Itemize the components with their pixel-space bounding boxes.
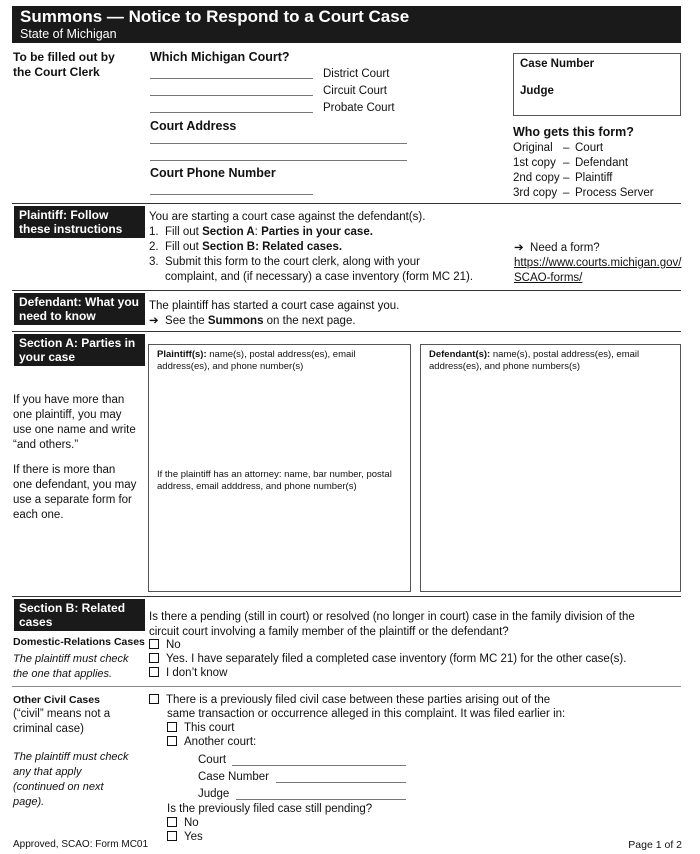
form-subtitle: State of Michigan bbox=[20, 27, 117, 41]
form-title: Summons — Notice to Respond to a Court Case bbox=[20, 7, 410, 26]
checkbox[interactable] bbox=[167, 831, 177, 841]
still-pending-question: Is the previously filed case still pending? bbox=[167, 803, 373, 815]
checkbox[interactable] bbox=[149, 639, 159, 649]
checkbox[interactable] bbox=[167, 722, 177, 732]
divider bbox=[12, 331, 681, 332]
district-court-line[interactable] bbox=[150, 78, 313, 79]
circuit-court-line[interactable] bbox=[150, 95, 313, 96]
defendant-box-heading: Defendant(s): name(s), postal address(es), email address(es), and phone numbers(s) bbox=[429, 349, 640, 372]
plaintiff-info-box[interactable] bbox=[148, 344, 411, 592]
court-address-line-1[interactable] bbox=[150, 143, 407, 144]
this-court-option[interactable]: This court bbox=[167, 721, 235, 736]
prior-case-number-label: Case Number bbox=[198, 771, 269, 783]
district-court-label: District Court bbox=[323, 68, 390, 80]
need-form-label: ➔ Need a form? bbox=[514, 242, 600, 254]
case-number-box[interactable] bbox=[513, 53, 681, 116]
plaintiff-section-label: Plaintiff: Follow these instructions bbox=[14, 206, 145, 238]
plaintiff-step-3-line-1: 3. Submit this form to the court clerk, along with your bbox=[149, 256, 421, 268]
probate-court-line[interactable] bbox=[150, 112, 313, 113]
domestic-option-yes[interactable]: Yes. I have separately filed a completed case inventory (form MC 21) for the other case(s). bbox=[149, 652, 626, 667]
section-a-label: Section A: Parties in your case bbox=[14, 334, 145, 366]
circuit-court-label: Circuit Court bbox=[323, 85, 387, 97]
title-bar bbox=[12, 6, 681, 43]
case-number-label: Case Number bbox=[520, 58, 595, 70]
divider bbox=[12, 686, 681, 687]
other-civil-cases-sub: (“civil” means not a criminal case) bbox=[13, 708, 111, 735]
judge-label: Judge bbox=[520, 85, 554, 97]
defendant-section-label: Defendant: What you need to know bbox=[14, 293, 145, 325]
pending-no-option[interactable]: No bbox=[167, 816, 199, 831]
other-civil-cases-title: Other Civil Cases bbox=[13, 694, 100, 706]
who-gets-title: Who gets this form? bbox=[513, 125, 634, 139]
civil-option-previous-case[interactable]: There is a previously filed civil case between these parties arising out of the bbox=[149, 693, 550, 708]
section-a-help-plaintiffs: If you have more than one plaintiff, you may use one name and write “and others.” bbox=[13, 394, 136, 451]
scao-forms-link[interactable]: https://www.courts.michigan.gov/ SCAO-forms/ bbox=[514, 257, 682, 284]
who-gets-row: Original – Court bbox=[513, 142, 604, 154]
plaintiff-box-heading: Plaintiff(s): name(s), postal address(es), email address(es), and phone number(s) bbox=[157, 349, 356, 372]
attorney-info-heading: If the plaintiff has an attorney: name, bar number, postal address, email adddress, and phone number(s) bbox=[157, 469, 392, 492]
checkbox[interactable] bbox=[149, 667, 159, 677]
domestic-relations-title: Domestic-Relations Cases bbox=[13, 636, 145, 648]
plaintiff-step-3-line-2: complaint, and (if necessary) a case inventory (form MC 21). bbox=[165, 271, 474, 283]
clerk-label: To be filled out by the Court Clerk bbox=[13, 50, 115, 79]
court-address-label: Court Address bbox=[150, 119, 237, 133]
defendant-info-box[interactable] bbox=[420, 344, 681, 592]
civil-option-line-2: same transaction or occurrence alleged in this complaint. It was filed earlier in: bbox=[167, 708, 566, 720]
plaintiff-step-1: 1. Fill out Section A: Parties in your case. bbox=[149, 226, 373, 238]
divider bbox=[12, 203, 681, 204]
pending-yes-option[interactable]: Yes bbox=[167, 830, 203, 845]
checkbox[interactable] bbox=[149, 694, 159, 704]
prior-court-line[interactable] bbox=[232, 765, 406, 766]
court-phone-line[interactable] bbox=[150, 194, 313, 195]
who-gets-row: 1st copy – Defendant bbox=[513, 157, 629, 169]
who-gets-row: 3rd copy – Process Server bbox=[513, 187, 654, 199]
prior-judge-label: Judge bbox=[198, 788, 230, 800]
section-a-help-defendants: If there is more than one defendant, you may use a separate form for each one. bbox=[13, 464, 137, 521]
another-court-option[interactable]: Another court: bbox=[167, 735, 256, 750]
domestic-relations-note: The plaintiff must check the one that applies. bbox=[13, 653, 129, 680]
prior-case-number-line[interactable] bbox=[276, 782, 406, 783]
who-gets-row: 2nd copy – Plaintiff bbox=[513, 172, 613, 184]
probate-court-label: Probate Court bbox=[323, 102, 395, 114]
checkbox[interactable] bbox=[167, 817, 177, 827]
domestic-option-unknown[interactable]: I don’t know bbox=[149, 666, 227, 681]
court-address-line-2[interactable] bbox=[150, 160, 407, 161]
plaintiff-intro: You are starting a court case against the defendant(s). bbox=[149, 211, 426, 223]
divider bbox=[12, 596, 681, 597]
court-phone-label: Court Phone Number bbox=[150, 166, 276, 180]
divider bbox=[12, 290, 681, 291]
defendant-line-2: ➔ See the Summons on the next page. bbox=[149, 315, 356, 327]
approval-footer: Approved, SCAO: Form MC01 bbox=[13, 839, 149, 850]
which-court-heading: Which Michigan Court? bbox=[150, 50, 290, 64]
domestic-option-no[interactable]: No bbox=[149, 638, 181, 653]
page-number: Page 1 of 2 bbox=[628, 839, 682, 851]
other-civil-cases-note: The plaintiff must check any that apply (continued on next page). bbox=[13, 751, 129, 808]
prior-court-label: Court bbox=[198, 754, 227, 766]
plaintiff-step-2: 2. Fill out Section B: Related cases. bbox=[149, 241, 343, 253]
checkbox[interactable] bbox=[149, 653, 159, 663]
prior-judge-line[interactable] bbox=[236, 799, 406, 800]
defendant-line-1: The plaintiff has started a court case against you. bbox=[149, 300, 400, 312]
domestic-relations-question: Is there a pending (still in court) or resolved (no longer in court) case in the family division of the circuit court involving a family member of the plaintiff or the defendant? bbox=[149, 611, 635, 638]
checkbox[interactable] bbox=[167, 736, 177, 746]
section-b-label: Section B: Related cases bbox=[14, 599, 145, 631]
